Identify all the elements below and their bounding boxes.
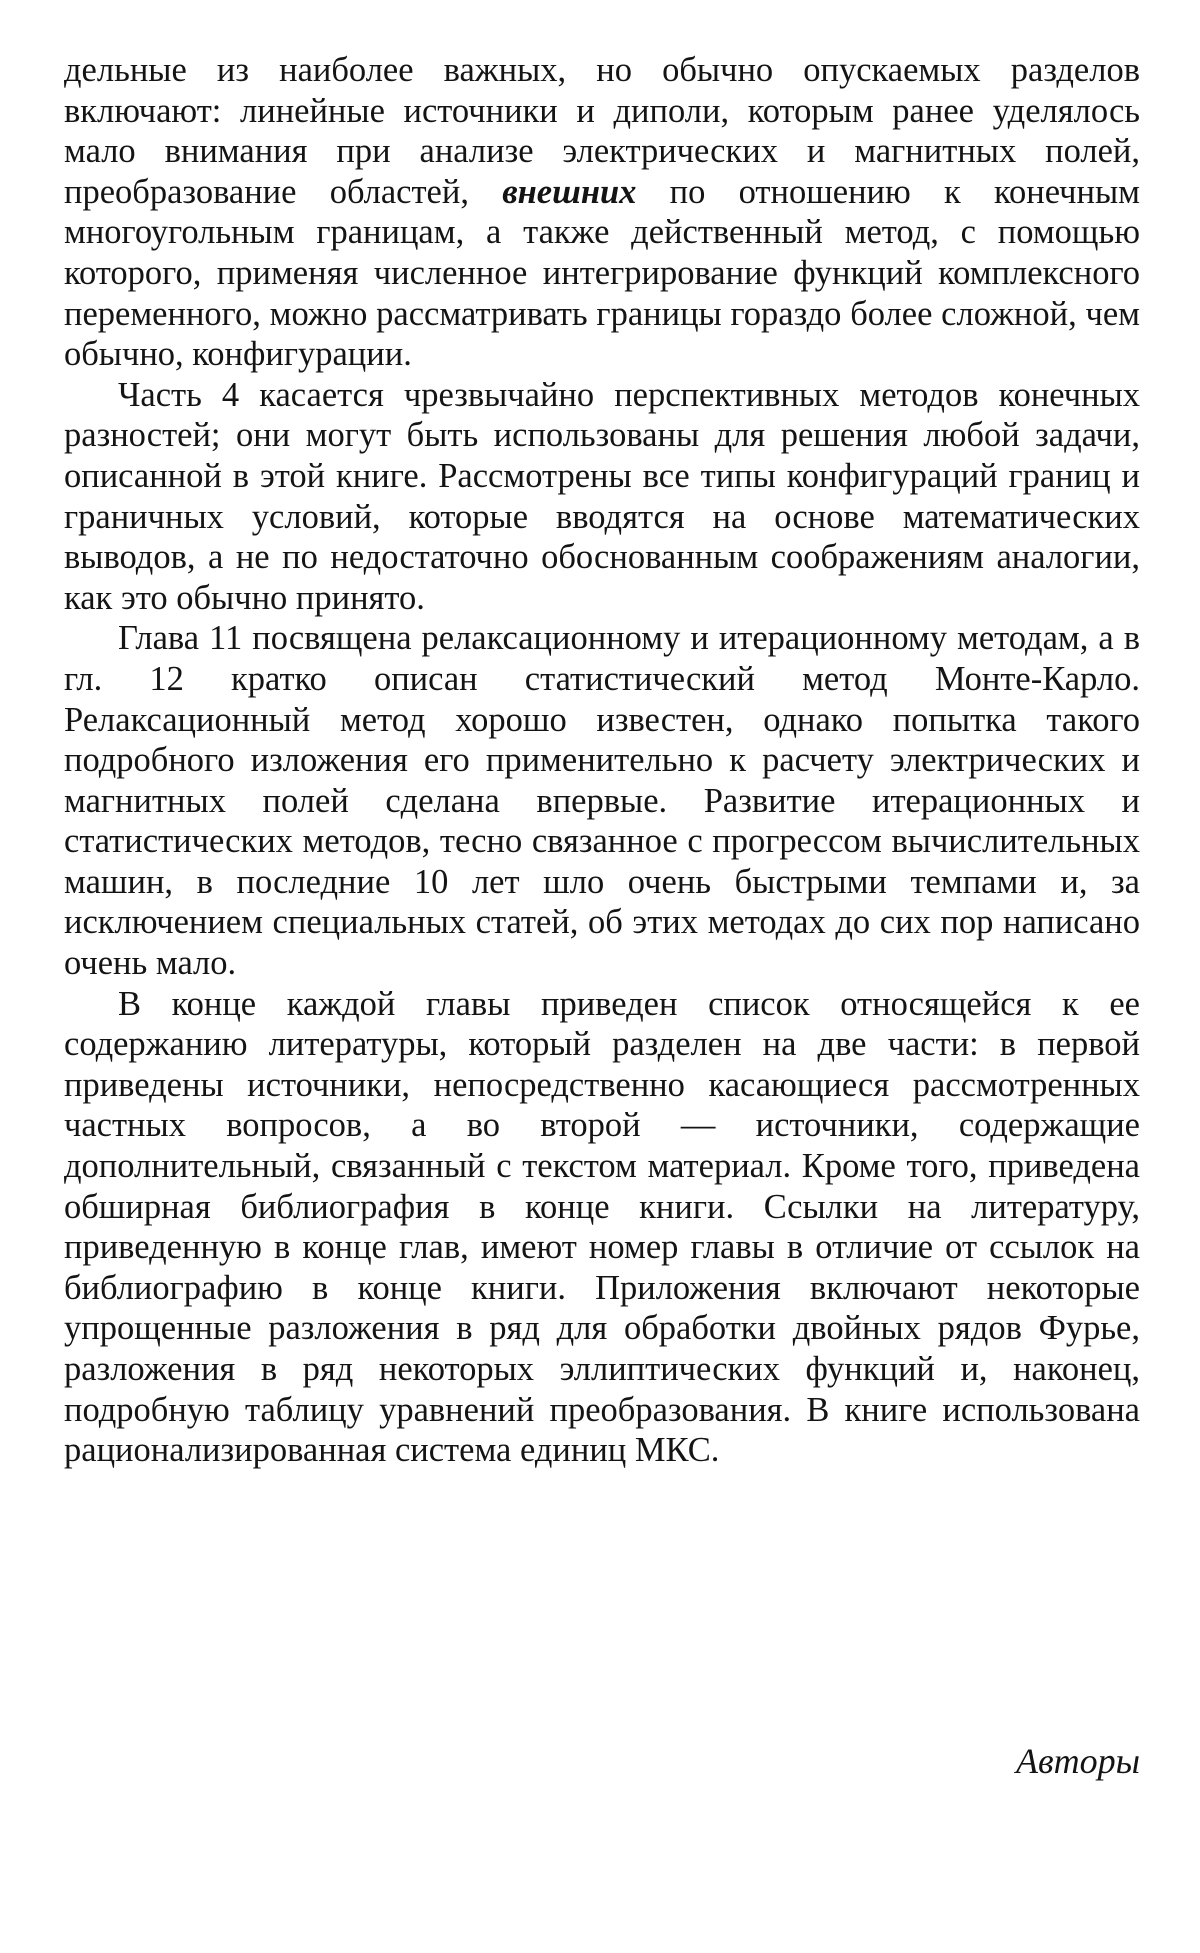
- paragraph-1-text-after: по отношению к конечным многоугольным границам, а также действенный метод, с помощью которого, применяя численное интегрирование функций комплексного переменного, можно рассматривать границы гораздо более сложной, чем обычно, конфигурации.: [64, 172, 1141, 374]
- paragraph-1-text-before: дельные из наиболее важных, но обычно опускаемых разделов включают: линейные источники и диполи, которым ранее уделялось мало внимания при анализе электрических и магнитных полей, преобразование областей,: [64, 51, 1140, 211]
- authors-signature: Авторы: [1016, 1741, 1140, 1781]
- paragraph-continuation: [64, 50, 1140, 375]
- page-body: [64, 50, 1140, 1471]
- paragraph-part-4: Часть 4 касается чрезвычайно перспективных методов конечных разностей; они могут быть использованы для решения любой задачи, описанной в этой книге. Рассмотрены все типы конфигураций границ и граничных условий, которые вводятся на основе математических выводов, а не по недостаточно обоснованным соображениям аналогии, как это обычно принято.: [64, 375, 1140, 617]
- paragraph-chapter-11: Глава 11 посвящена релаксационному и итерационному методам, а в гл. 12 кратко описан статистический метод Монте-Карло. Релаксационный метод хорошо известен, однако попытка такого подробного изложения его применительно к расчету электрических и магнитных полей сделана впервые. Развитие итерационных и статистических методов, тесно связанное с прогрессом вычислительных машин, в последние 10 лет шло очень быстрыми темпами и, за исключением специальных статей, об этих методах до сих пор написано очень мало.: [64, 619, 1140, 983]
- paragraph-literature: В конце каждой главы приведен список относящейся к ее содержанию литературы, который разделен на две части: в первой приведены источники, непосредственно касающиеся рассмотренных частных вопросов, а во второй — источники, содержащие дополнительный, связанный с текстом материал. Кроме того, приведена обширная библиография в конце книги. Ссылки на литературу, приведенную в конце глав, имеют номер главы в отличие от ссылок на библиографию в конце книги. Приложения включают некоторые упрощенные разложения в ряд для обработки двойных рядов Фурье, разложения в ряд некоторых эллиптических функций и, наконец, подробную таблицу уравнений преобразования. В книге использована рационализированная система единиц МКС.: [64, 984, 1140, 1470]
- emphasized-word: внешних: [502, 172, 637, 211]
